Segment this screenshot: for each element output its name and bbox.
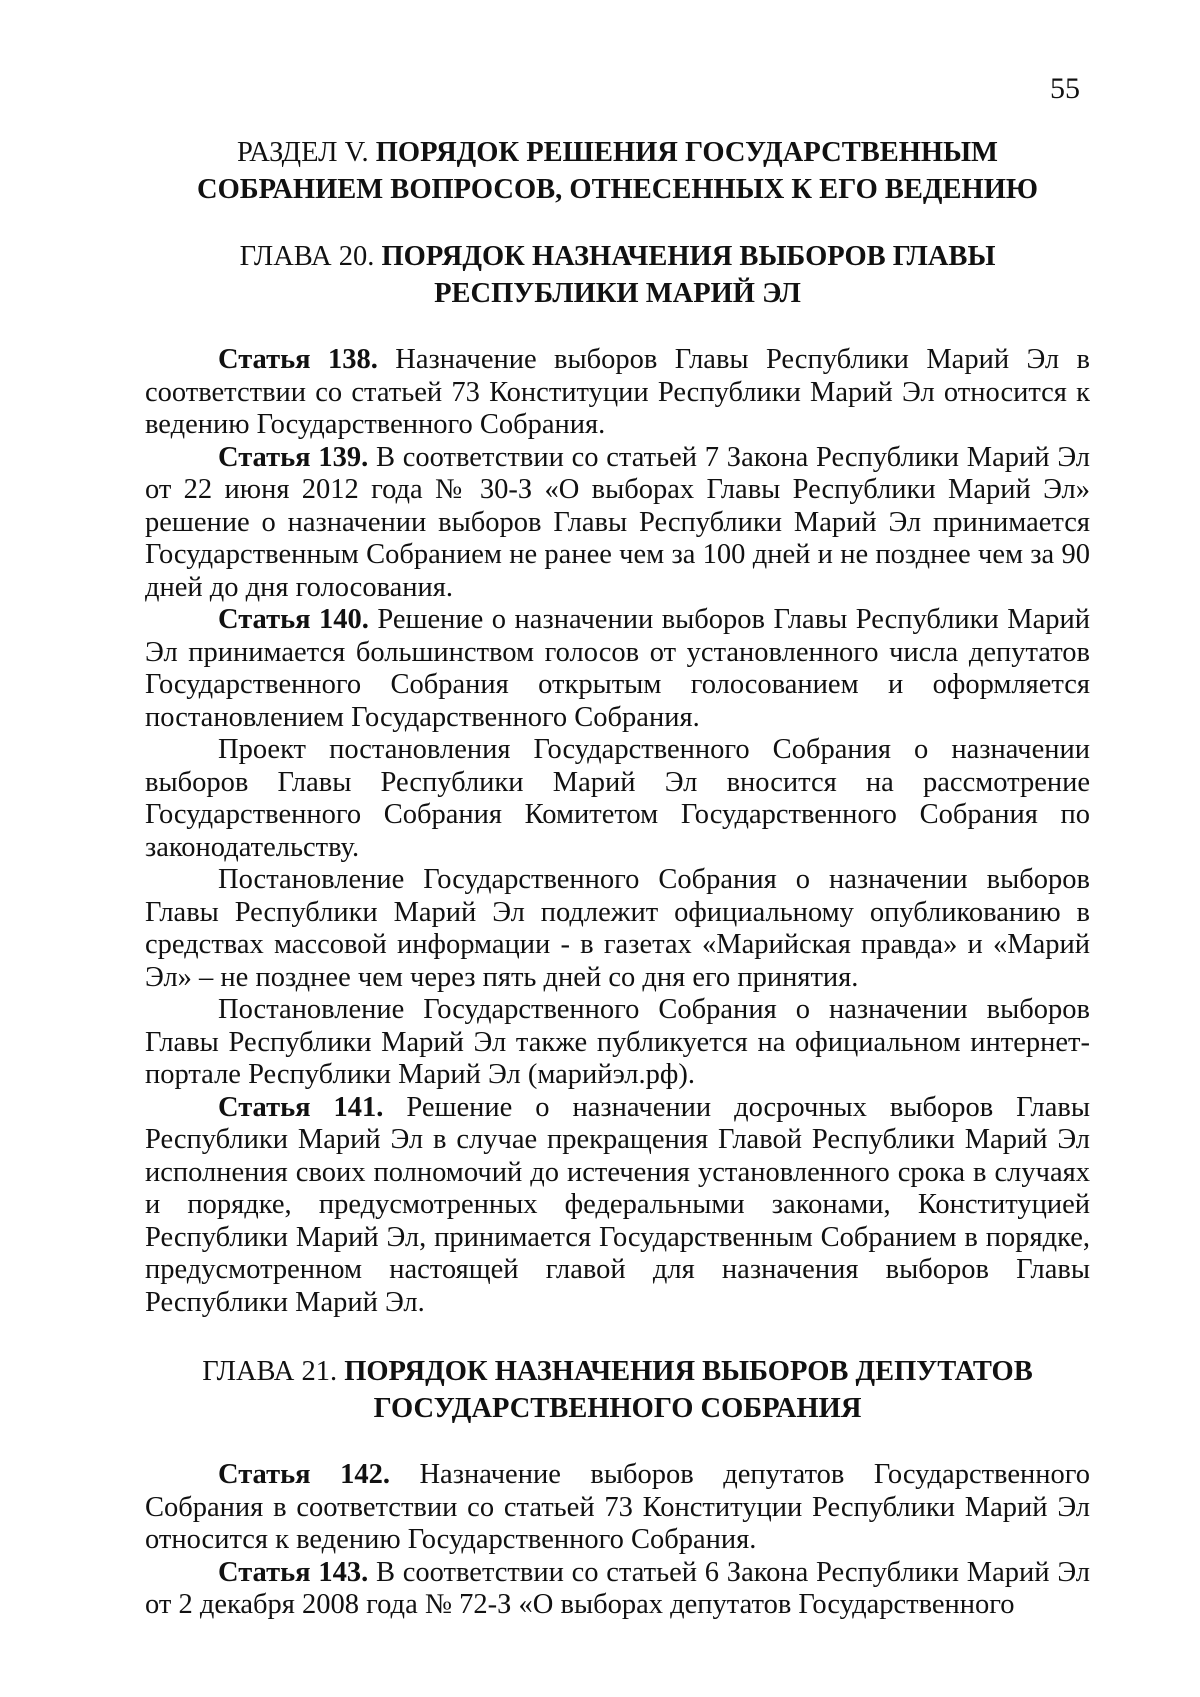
paragraph-text: Постановление Государственного Собрания о назначении выборов Главы Республики Марий Эл также публикуется на официальном интернет-портале Республики Марий Эл (марийэл.рф). <box>145 994 1090 1090</box>
article-text: Решение о назначении выборов Главы Республики Марий Эл принимается большинством голосов от установленного числа депутатов Государственного Собрания открытым голосованием и оформляется постановлением Государственного Собрания. <box>145 604 1091 733</box>
article-text: Назначение выборов депутатов Государственного Собрания в соответствии со статьей 73 Конституции Республики Марий Эл относится к ведению Государственного Собрания. <box>145 1459 1090 1555</box>
chapter-20-prefix: ГЛАВА 20. <box>239 241 382 272</box>
chapter-20-title: ПОРЯДОК НАЗНАЧЕНИЯ ВЫБОРОВ ГЛАВЫ РЕСПУБЛИКИ МАРИЙ ЭЛ <box>381 241 996 309</box>
article-label: Статья 141. <box>218 1091 384 1123</box>
article-label: Статья 143. <box>218 1556 369 1588</box>
article-138 <box>145 344 1090 442</box>
chapter-21-prefix: ГЛАВА 21. <box>202 1356 345 1387</box>
article-label: Статья 139. <box>218 441 369 473</box>
paragraph-text: Проект постановления Государственного Собрания о назначении выборов Главы Республики Марий Эл вносится на рассмотрение Государственного Собрания Комитетом Государственного Собрания по законодательству. <box>145 734 1090 863</box>
article-label: Статья 142. <box>218 1459 390 1490</box>
article-140 <box>145 604 1090 734</box>
page-content <box>145 134 1090 1622</box>
article-label: Статья 138. <box>218 344 378 375</box>
article-text: Решение о назначении досрочных выборов Главы Республики Марий Эл в случае прекращения Главой Республики Марий Эл исполнения своих полномочий до истечения установленного срока в случаях и порядке, предусмотренных федеральными законами, Конституцией Республики Марий Эл, принимается Государственным Собранием в порядке, предусмотренном настоящей главой для назначения выборов Главы Республики Марий Эл. <box>145 1091 1090 1318</box>
article-text: Назначение выборов Главы Республики Марий Эл в соответствии со статьей 73 Конституции Республики Марий Эл относится к ведению Государственного Собрания. <box>145 344 1090 440</box>
section-prefix: РАЗДЕЛ V. <box>237 137 376 168</box>
article-141 <box>145 1092 1090 1320</box>
chapter-20-heading <box>145 238 1090 312</box>
article-text: В соответствии со статьей 7 Закона Республики Марий Эл от 22 июня 2012 года № 30-З «О выборах Главы Республики Марий Эл» решение о назначении выборов Главы Республики Марий Эл принимается Государственным Собранием не ранее чем за 100 дней и не позднее чем за 90 дней до дня голосования. <box>145 441 1090 603</box>
article-140-paragraph-4 <box>145 994 1090 1092</box>
section-title: ПОРЯДОК РЕШЕНИЯ ГОСУДАРСТВЕННЫМ СОБРАНИЕМ ВОПРОСОВ, ОТНЕСЕННЫХ К ЕГО ВЕДЕНИЮ <box>197 137 1038 205</box>
article-139 <box>145 442 1090 605</box>
paragraph-text: Постановление Государственного Собрания о назначении выборов Главы Республики Марий Эл подлежит официальному опубликованию в средствах массовой информации - в газетах «Марийская правда» и «Марий Эл» – не позднее чем через пять дней со дня его принятия. <box>145 864 1090 993</box>
chapter-21-title: ПОРЯДОК НАЗНАЧЕНИЯ ВЫБОРОВ ДЕПУТАТОВ ГОСУДАРСТВЕННОГО СОБРАНИЯ <box>344 1356 1033 1424</box>
article-142 <box>145 1459 1090 1557</box>
page-number: 55 <box>1050 72 1080 105</box>
section-heading <box>145 134 1090 208</box>
article-text: В соответствии со статьей 6 Закона Республики Марий Эл от 2 декабря 2008 года № 72-З «О выборах депутатов Государственного <box>145 1556 1090 1620</box>
article-140-paragraph-3 <box>145 864 1090 994</box>
article-140-paragraph-2 <box>145 734 1090 864</box>
chapter-21-heading <box>145 1353 1090 1427</box>
article-143 <box>145 1557 1090 1622</box>
article-label: Статья 140. <box>218 604 369 635</box>
